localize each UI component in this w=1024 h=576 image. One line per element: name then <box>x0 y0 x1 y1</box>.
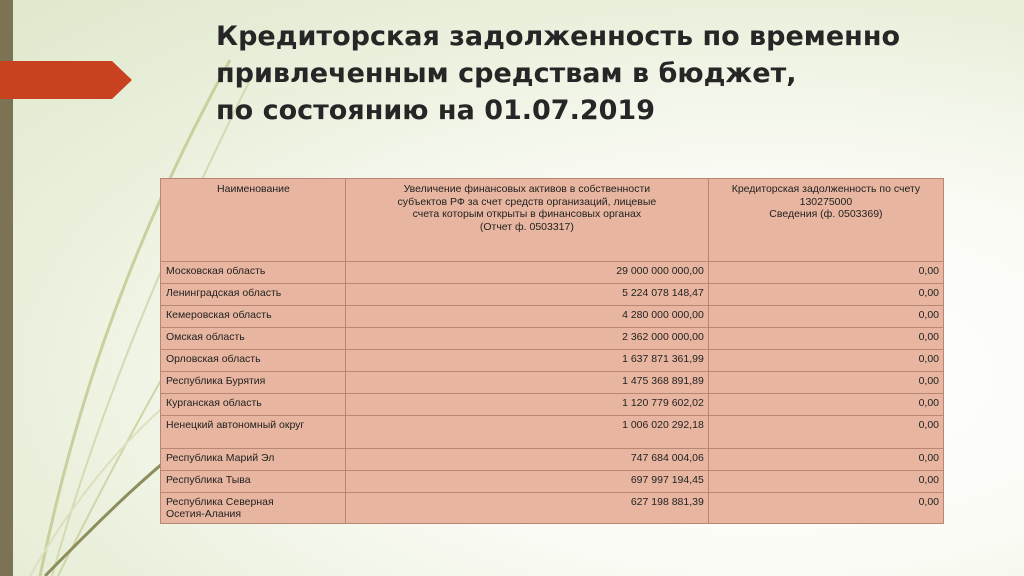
payable-value: 0,00 <box>708 284 943 306</box>
accent-arrow <box>0 61 132 99</box>
payable-value: 0,00 <box>708 449 943 471</box>
table-row <box>161 394 944 416</box>
assets-value: 1 120 779 602,02 <box>345 394 708 416</box>
payable-value: 0,00 <box>708 493 943 524</box>
assets-value: 1 475 368 891,89 <box>345 372 708 394</box>
region-name: Омская область <box>161 328 346 350</box>
assets-value: 1 637 871 361,99 <box>345 350 708 372</box>
table-row <box>161 284 944 306</box>
payable-value: 0,00 <box>708 262 943 284</box>
region-name: Ленинградская область <box>161 284 346 306</box>
page-title <box>216 18 976 129</box>
header-financial-assets: Увеличение финансовых активов в собственности субъектов РФ за счет средств организаций, лицевые счета которым открыты в финансовых органах (Отчет ф. 0503317) <box>345 179 708 262</box>
title-line-2: привлеченным средствам в бюджет, <box>216 58 797 89</box>
assets-value: 1 006 020 292,18 <box>345 416 708 449</box>
table-header-row <box>161 179 944 262</box>
assets-value: 747 684 004,06 <box>345 449 708 471</box>
region-name: Республика Северная Осетия-Алания <box>161 493 346 524</box>
assets-value: 5 224 078 148,47 <box>345 284 708 306</box>
payable-value: 0,00 <box>708 328 943 350</box>
assets-value: 627 198 881,39 <box>345 493 708 524</box>
payable-value: 0,00 <box>708 372 943 394</box>
title-line-3: по состоянию на 01.07.2019 <box>216 95 656 126</box>
table-row <box>161 449 944 471</box>
region-name: Республика Марий Эл <box>161 449 346 471</box>
table-row <box>161 493 944 524</box>
table-row <box>161 471 944 493</box>
region-name: Кемеровская область <box>161 306 346 328</box>
table-row <box>161 328 944 350</box>
assets-value: 29 000 000 000,00 <box>345 262 708 284</box>
table-row <box>161 416 944 449</box>
table-row <box>161 306 944 328</box>
assets-value: 4 280 000 000,00 <box>345 306 708 328</box>
payable-value: 0,00 <box>708 306 943 328</box>
payable-value: 0,00 <box>708 350 943 372</box>
assets-value: 2 362 000 000,00 <box>345 328 708 350</box>
region-name: Ненецкий автономный округ <box>161 416 346 449</box>
region-name: Республика Бурятия <box>161 372 346 394</box>
header-accounts-payable: Кредиторская задолженность по счету 130275000 Сведения (ф. 0503369) <box>708 179 943 262</box>
payable-value: 0,00 <box>708 416 943 449</box>
debt-table <box>160 178 944 524</box>
assets-value: 697 997 194,45 <box>345 471 708 493</box>
table-row <box>161 350 944 372</box>
table-row <box>161 372 944 394</box>
payable-value: 0,00 <box>708 394 943 416</box>
header-name: Наименование <box>161 179 346 262</box>
region-name: Орловская область <box>161 350 346 372</box>
payable-value: 0,00 <box>708 471 943 493</box>
table-row <box>161 262 944 284</box>
region-name: Курганская область <box>161 394 346 416</box>
region-name: Республика Тыва <box>161 471 346 493</box>
region-name: Московская область <box>161 262 346 284</box>
title-line-1: Кредиторская задолженность по временно <box>216 21 901 52</box>
